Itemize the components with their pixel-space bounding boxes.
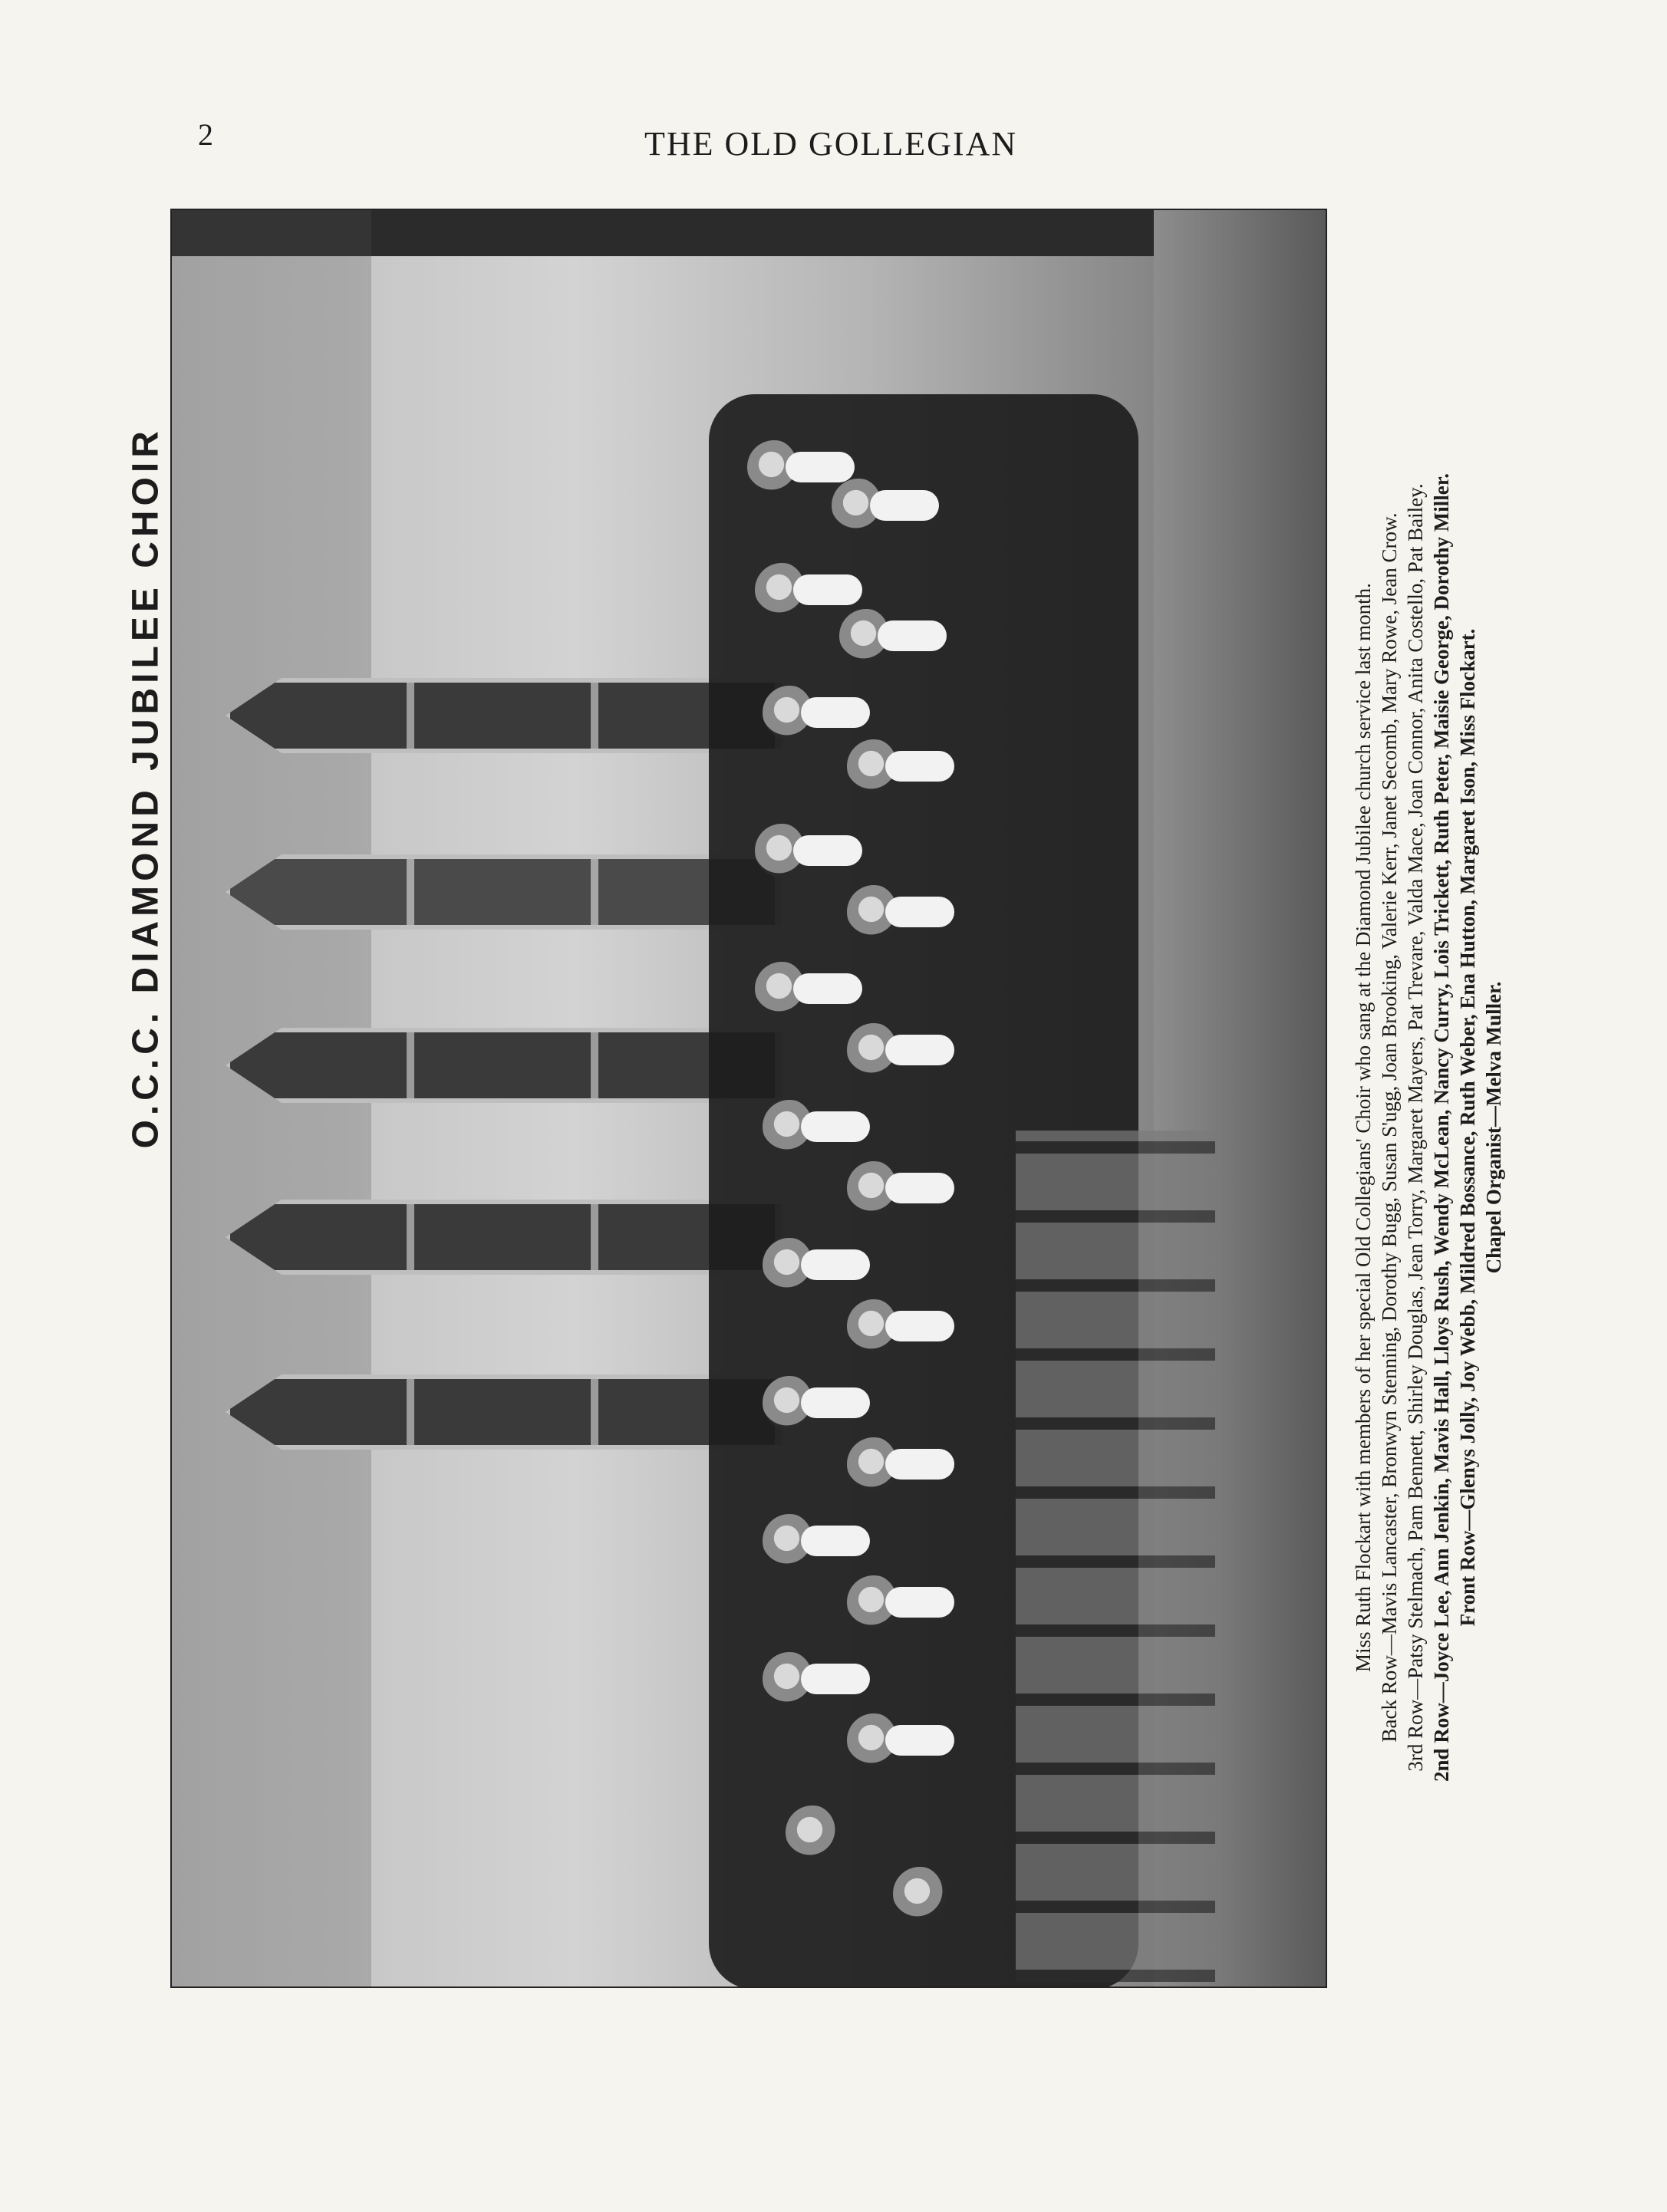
- photo-window: [226, 1028, 787, 1103]
- choir-collar: [878, 620, 947, 651]
- running-head: THE OLD GOLLEGIAN: [644, 125, 1018, 163]
- choir-collar: [793, 574, 862, 605]
- choir-collar: [885, 751, 954, 782]
- photo-pew-rail: [1016, 1131, 1215, 1982]
- choir-collar: [870, 490, 939, 521]
- choir-collar: [801, 1526, 870, 1556]
- choir-collar: [793, 973, 862, 1004]
- choir-collar: [793, 835, 862, 866]
- choir-collar: [801, 1111, 870, 1142]
- choir-collar: [885, 1173, 954, 1203]
- choir-collar: [885, 1035, 954, 1065]
- photo-window: [226, 854, 787, 930]
- choir-collar: [885, 1449, 954, 1480]
- caption-second-row: 2nd Row—Joyce Lee, Ann Jenkin, Mavis Hall, Lloys Rush, Wendy McLean, Nancy Curry, Lois Trickett, Ruth Peter, Maisie George, Dorothy Miller.: [1430, 473, 1453, 1782]
- choir-collar: [885, 1311, 954, 1341]
- choir-member: [786, 1805, 839, 1859]
- choir-collar: [885, 1725, 954, 1756]
- choir-photograph: [170, 209, 1327, 1988]
- choir-collar: [801, 1249, 870, 1280]
- choir-collar: [885, 1587, 954, 1618]
- photo-window: [226, 678, 787, 753]
- page-number: 2: [198, 117, 213, 152]
- caption-front-row: Front Row—Glenys Jolly, Joy Webb, Mildred Bossance, Ruth Weber, Ena Hutton, Margaret Ison, Miss Flockart.: [1456, 628, 1479, 1627]
- choir-member: [893, 1867, 947, 1921]
- choir-collar: [801, 1664, 870, 1694]
- photo-window: [226, 1200, 787, 1275]
- caption-intro: Miss Ruth Flockart with members of her special Old Collegians' Choir who sang at the Diamond Jubilee church service last month.: [1352, 583, 1375, 1672]
- choir-collar: [801, 697, 870, 728]
- choir-collar: [885, 897, 954, 927]
- caption-back-row: Back Row—Mavis Lancaster, Bronwyn Stenning, Dorothy Bugg, Susan S'ugg, Joan Brooking, Valerie Kerr, Janet Secomb, Mary Rowe, Jean Crow.: [1378, 512, 1401, 1743]
- article-title: O.C.C. DIAMOND JUBILEE CHOIR: [125, 426, 166, 1149]
- photo-caption: [1350, 291, 1507, 1963]
- caption-third-row: 3rd Row—Patsy Stelmach, Pam Bennett, Shirley Douglas, Jean Torry, Margaret Mayers, Pat Trevare, Valda Mace, Joan Connor, Anita Costello, Pat Bailey.: [1404, 483, 1427, 1772]
- caption-organist: Chapel Organist—Melva Muller.: [1482, 981, 1505, 1274]
- choir-collar: [786, 452, 855, 482]
- photo-window: [226, 1374, 787, 1450]
- choir-collar: [801, 1387, 870, 1418]
